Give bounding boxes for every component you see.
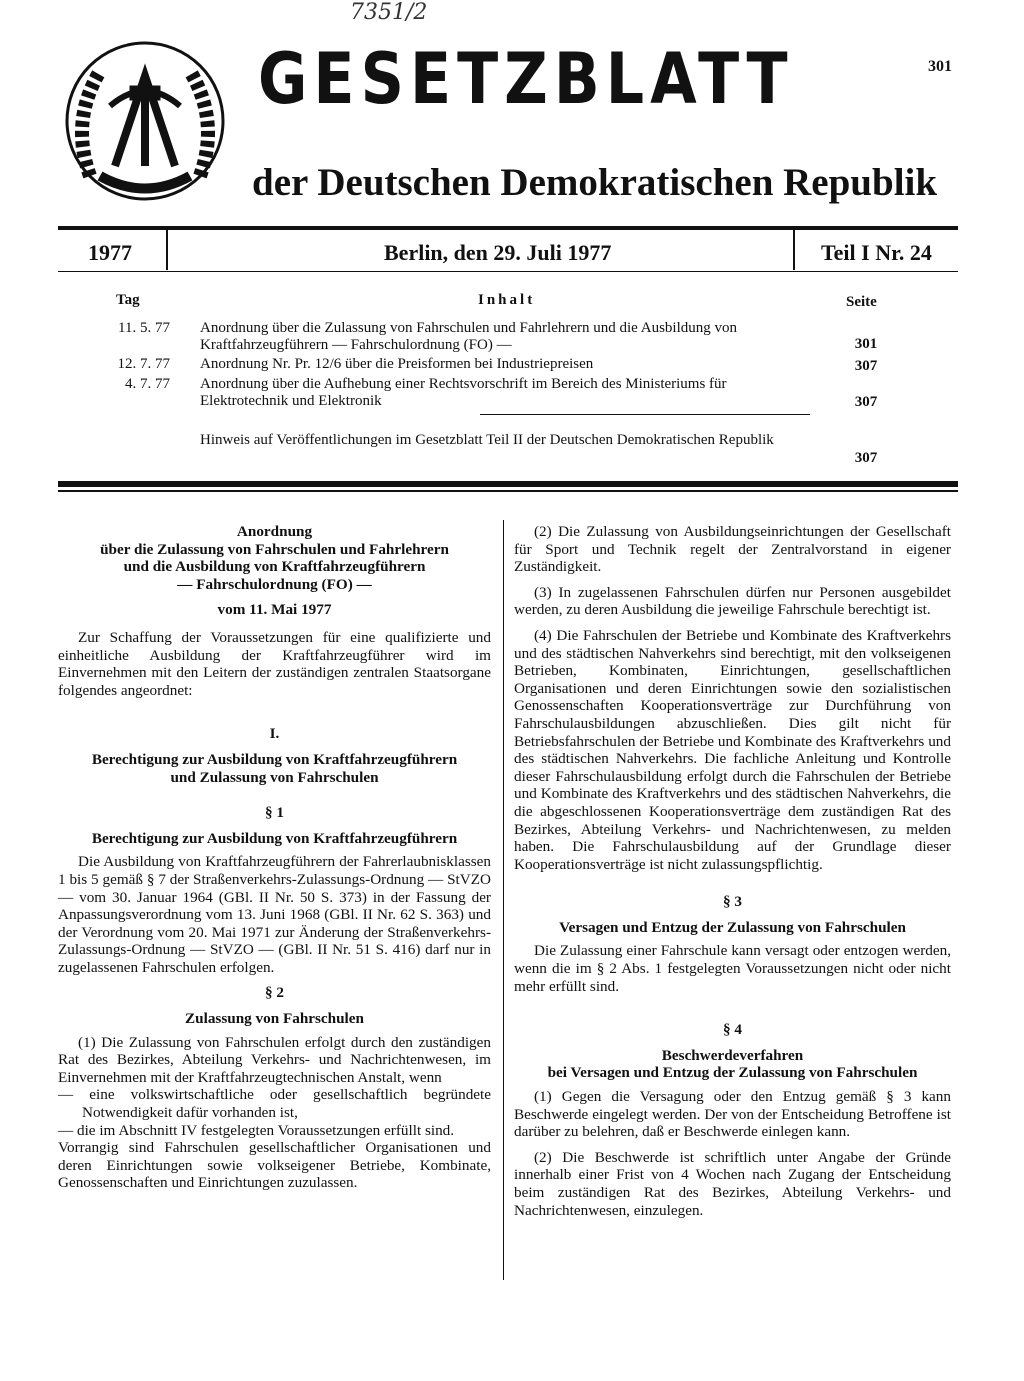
preamble-paragraph: Zur Schaffung der Voraussetzungen für eine qualifizierte und einheitliche Ausbildung der Kraftfahrzeugführer wird im Einvernehmen mit den Leitern der zuständigen zentralen Staatsorgane folgendes angeordnet: bbox=[58, 628, 491, 699]
dash-list-item: — die im Abschnitt IV festgelegten Voraussetzungen erfüllt sind. bbox=[58, 1121, 455, 1139]
issue-bar-bottom-rule bbox=[58, 271, 958, 272]
issue-bar-top-rule bbox=[58, 226, 958, 230]
paragraph-heading: Berechtigung zur Ausbildung von Kraftfahrzeugführern bbox=[91, 829, 458, 847]
paragraph-number: § 1 bbox=[265, 804, 284, 822]
paragraph-number: § 3 bbox=[723, 893, 742, 911]
toc-note-text: Hinweis auf Veröffentlichungen im Gesetzblatt Teil II der Deutschen Demokratischen Republik bbox=[200, 432, 774, 448]
issue-part-number: Teil I Nr. 24 bbox=[821, 240, 932, 265]
toc-entry-page: 307 bbox=[854, 358, 878, 374]
issue-year: 1977 bbox=[88, 240, 132, 265]
body-paragraph: (4) Die Fahrschulen der Betriebe und Kombinate des Kraftverkehrs und des städtischen Nahverkehrs sind berechtigt, mit den volkseigenen Betrieben, Kombinaten, Einrichtungen, gesellschaftlichen Organisationen und deren Einrichtungen sowie den sozialistischen Genossenschaften Kooperationsverträge zur Durchführung von Fahrschulausbildungen abzuschließen. Dies gilt nicht für Betriebsfahrschulen der Betriebe und Kombinate des Kraftverkehrs und des städtischen Nahverkehrs. Die fachliche Anleitung und Kontrolle dieser Fahrschulausbildung erfolgt durch die Fahrschulen der Betriebe und Kombinate des Kraftverkehrs und des städtischen Nahverkehrs, die die abgeschlossenen Kooperationsverträge dem zuständigen Rat des Bezirkes, Abteilung Verkehrs- und Nachrichtenwesen, zu melden haben. Die Fahrschulausbildung auf der Grundlage dieser Kooperationsverträge ist nicht zulassungspflichtig. bbox=[514, 626, 951, 873]
handwritten-archive-note: 7351/2 bbox=[350, 0, 428, 25]
ordinance-title-line: Anordnung bbox=[236, 523, 313, 540]
paragraph-number: § 4 bbox=[723, 1021, 742, 1039]
paragraph-heading-line: bei Versagen und Entzug der Zulassung von Fahrschulen bbox=[547, 1064, 918, 1082]
ordinance-title bbox=[58, 523, 491, 593]
page-number: 301 bbox=[928, 58, 952, 75]
body-paragraph: Die Ausbildung von Kraftfahrzeugführern der Fahrerlaubnisklassen 1 bis 5 gemäß § 7 der Straßenverkehrs-Zulassungs-Ordnung — StVZO — vom 30. Januar 1964 (GBl. II Nr. 50 S. 373) in der Fassung der Anpassungsverordnung vom 13. Juni 1968 (GBl. II Nr. 62 S. 363) und der Verordnung vom 20. Mai 1971 zur Änderung der Straßenverkehrs-Zulassungs-Ordnung — StVZO — (GBl. II Nr. 51 S. 416) darf nur in zugelassenen Fahrschulen erfolgen. bbox=[58, 853, 491, 976]
section-number: I. bbox=[269, 725, 280, 743]
ordinance-date: vom 11. Mai 1977 bbox=[217, 601, 332, 619]
right-column bbox=[514, 523, 951, 1227]
toc-column-title: Inhalt bbox=[478, 292, 536, 308]
toc-entry-date: 11. 5. 77 bbox=[118, 320, 170, 336]
issue-bar-separator bbox=[166, 228, 168, 270]
ordinance-title-line: über die Zulassung von Fahrschulen und Fahrlehrern bbox=[100, 540, 449, 558]
masthead-subtitle: der Deutschen Demokratischen Republik bbox=[252, 161, 938, 204]
toc-entry-page: 301 bbox=[854, 336, 878, 352]
ordinance-title-line: — Fahrschulordnung (FO) — bbox=[177, 575, 372, 593]
dash-list-item: — eine volkswirtschaftliche oder gesellschaftlich begründete Notwendigkeit dafür vorhanden ist, bbox=[58, 1086, 491, 1122]
toc-entry-text: Anordnung über die Zulassung von Fahrschulen und Fahrlehrern und die Ausbildung von Kraftfahrzeugführern — Fahrschulordnung (FO) — bbox=[200, 320, 738, 353]
ordinance-title-line: und die Ausbildung von Kraftfahrzeugführern bbox=[123, 558, 426, 576]
toc-entry-text: Anordnung über die Aufhebung einer Rechtsvorschrift im Bereich des Ministeriums für Elektrotechnik und Elektronik bbox=[200, 376, 727, 409]
toc-entry-text: Anordnung Nr. Pr. 12/6 über die Preisformen bei Industriepreisen bbox=[200, 356, 594, 372]
toc-bottom-rule bbox=[58, 481, 958, 487]
section-title bbox=[58, 751, 491, 786]
body-paragraph: (2) Die Zulassung von Ausbildungseinrichtungen der Gesellschaft für Sport und Technik regelt der Zentralvorstand in eigener Zuständigkeit. bbox=[514, 523, 951, 576]
toc-entry-page: 307 bbox=[854, 394, 878, 410]
body-paragraph: (2) Die Beschwerde ist schriftlich unter Angabe der Gründe innerhalb einer Frist von 4 Wochen nach Zugang der Entscheidung beim zuständigen Rat des Bezirkes, Abteilung Verkehrs- und Nachrichtenwesen, einzulegen. bbox=[514, 1148, 951, 1219]
column-divider bbox=[503, 520, 504, 1280]
toc-bottom-rule bbox=[58, 490, 958, 492]
section-title-line: und Zulassung von Fahrschulen bbox=[170, 768, 379, 786]
body-paragraph: (3) In zugelassenen Fahrschulen dürfen nur Personen ausgebildet werden, zu deren Ausbildung die jeweilige Fahrschule berechtigt ist. bbox=[514, 583, 951, 619]
toc-entry-date: 4. 7. 77 bbox=[125, 376, 170, 392]
body-paragraph: Die Zulassung einer Fahrschule kann versagt oder entzogen werden, wenn die im § 2 Abs. 1 festgelegten Voraussetzungen nicht oder nicht mehr erfüllt sind. bbox=[514, 942, 951, 995]
toc-entry-date: 12. 7. 77 bbox=[117, 356, 170, 372]
toc-note-page: 307 bbox=[854, 450, 878, 466]
toc-column-date: Tag bbox=[116, 292, 140, 308]
toc-column-page: Seite bbox=[846, 294, 877, 310]
body-paragraph: (1) Gegen die Versagung oder den Entzug gemäß § 3 kann Beschwerde eingelegt werden. Der von der Entscheidung Betroffene ist darüber zu belehren, daß er Beschwerde einlegen kann. bbox=[514, 1088, 951, 1141]
issue-place-date: Berlin, den 29. Juli 1977 bbox=[384, 240, 612, 265]
body-paragraph: (1) Die Zulassung von Fahrschulen erfolgt durch den zuständigen Rat des Bezirkes, Abteilung Verkehrs- und Nachrichtenwesen, im Einvernehmen mit der Kraftfahrzeugtechnischen Anstalt, wenn bbox=[58, 1033, 491, 1086]
paragraph-heading: Versagen und Entzug der Zulassung von Fahrschulen bbox=[559, 918, 906, 936]
left-column bbox=[58, 523, 491, 1200]
masthead-title: GESETZBLATT bbox=[258, 38, 794, 120]
paragraph-heading bbox=[514, 1047, 951, 1082]
paragraph-heading-line: Beschwerdeverfahren bbox=[661, 1046, 804, 1064]
toc-divider bbox=[480, 414, 810, 415]
section-title-line: Berechtigung zur Ausbildung von Kraftfahrzeugführern bbox=[91, 750, 458, 768]
body-paragraph: Vorrangig sind Fahrschulen gesellschaftlicher Organisationen und deren Einrichtungen sowie volkseigener Betriebe, Kombinate, Genossenschaften und Einrichtungen zuzulassen. bbox=[58, 1139, 491, 1192]
issue-bar-separator bbox=[793, 228, 795, 270]
paragraph-heading: Zulassung von Fahrschulen bbox=[185, 1010, 364, 1028]
state-emblem-icon bbox=[60, 36, 230, 206]
paragraph-number: § 2 bbox=[265, 984, 284, 1002]
